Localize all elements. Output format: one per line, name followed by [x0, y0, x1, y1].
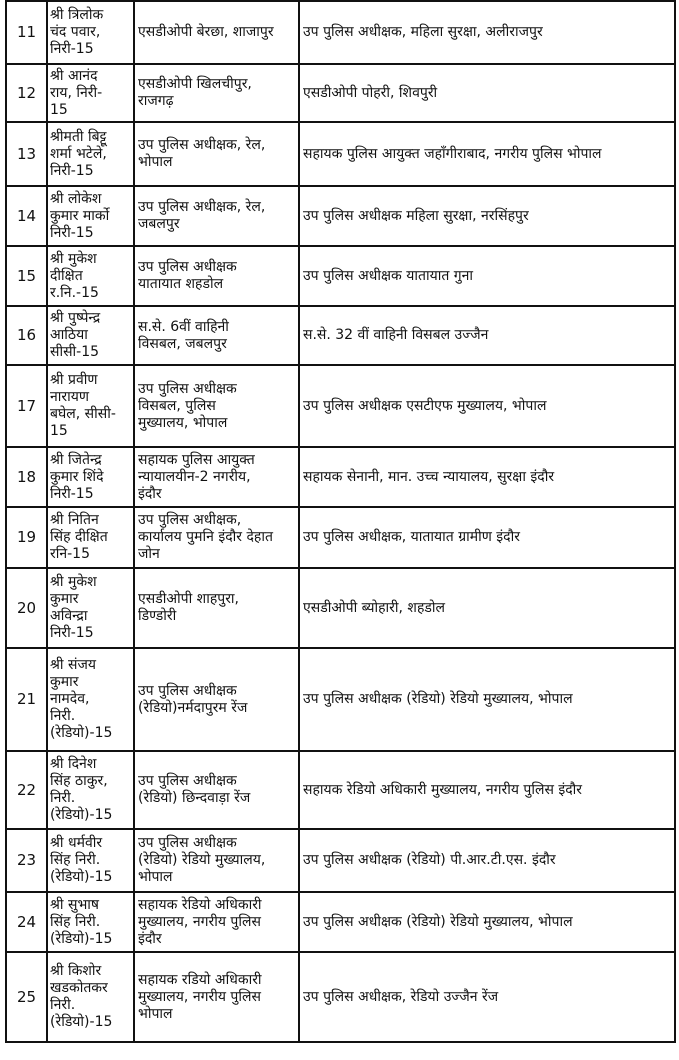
- new-posting-cell: स.से. 32 वीं वाहिनी विसबल उज्जैन: [299, 306, 675, 365]
- current-posting-cell-line: यातायात शहडोल: [138, 276, 224, 292]
- officer-name-cell-line: सिंह ठाकुर,: [50, 773, 108, 789]
- officer-name-cell-line: सिंह निरी.: [50, 852, 101, 868]
- officer-name-cell-line: (रेडियो)-15: [50, 1014, 113, 1030]
- officer-name-cell: [47, 365, 134, 447]
- current-posting-cell-line: उप पुलिस अधीक्षक, रेल,: [138, 137, 266, 153]
- table-row: [6, 64, 675, 122]
- officer-name-cell: [47, 306, 134, 365]
- officer-name-cell-line: श्री नितिन: [50, 512, 99, 528]
- current-posting-cell-line: एसडीओपी शाहपुरा,: [138, 591, 240, 607]
- table-row: [6, 892, 675, 952]
- table-row: [6, 568, 675, 648]
- new-posting-cell: उप पुलिस अधीक्षक एसटीएफ मुख्यालय, भोपाल: [299, 365, 675, 447]
- officer-name-cell: [47, 1, 134, 64]
- officer-name-cell-line: श्री धर्मवीर: [50, 835, 103, 851]
- officer-name-cell: [47, 751, 134, 829]
- current-posting-cell-line: सहायक रेडियो अधिकारी: [138, 896, 262, 913]
- officer-name-cell: [47, 507, 134, 568]
- table-row: [6, 507, 675, 568]
- officer-name-cell: [47, 186, 134, 246]
- current-posting-cell-line: डिण्डोरी: [138, 608, 177, 624]
- new-posting-cell: उप पुलिस अधीक्षक (रेडियो) रेडियो मुख्यालय, भोपाल: [299, 892, 675, 952]
- officer-name-cell-line: निरी-15: [50, 625, 94, 641]
- current-posting-cell-line: उप पुलिस अधीक्षक: [138, 380, 237, 397]
- current-posting-cell: [134, 122, 299, 186]
- current-posting-cell-line: सहायक पुलिस आयुक्त: [138, 451, 255, 468]
- officer-name-cell-line: श्री दिनेश: [50, 756, 97, 772]
- table-row: [6, 952, 675, 1042]
- officer-name-cell-line: सीसी-15: [50, 344, 100, 360]
- current-posting-cell: [134, 365, 299, 447]
- officer-name-cell-line: श्री लोकेश: [50, 190, 102, 207]
- serial-number-cell: 21: [6, 648, 47, 751]
- current-posting-cell-line: मुख्यालय, भोपाल: [138, 414, 228, 431]
- officer-name-cell-line: निरी-15: [50, 485, 94, 502]
- officer-name-cell-line: श्री त्रिलोक: [50, 7, 104, 23]
- current-posting-cell: [134, 829, 299, 892]
- new-posting-cell: उप पुलिस अधीक्षक (रेडियो) रेडियो मुख्यालय, भोपाल: [299, 648, 675, 751]
- officer-name-cell-line: नामदेव,: [50, 691, 90, 707]
- transfer-table-body: [6, 1, 675, 1042]
- current-posting-cell: [134, 246, 299, 306]
- officer-name-cell-line: शर्मा भटेले,: [50, 145, 107, 162]
- officer-name-cell-line: (रेडियो)-15: [50, 807, 113, 823]
- current-posting-cell-line: एसडीओपी बेरछा, शाजापुर: [138, 24, 274, 40]
- current-posting-cell: [134, 751, 299, 829]
- officer-name-cell-line: 15: [50, 101, 68, 118]
- officer-name-cell-line: श्री किशोर: [50, 963, 102, 979]
- serial-number-cell: 20: [6, 568, 47, 648]
- officer-name-cell-line: नारायण: [50, 389, 89, 405]
- officer-name-cell-line: आठिया: [50, 327, 88, 343]
- transfer-table: [5, 0, 676, 1043]
- officer-name-cell-line: र.नि.-15: [50, 284, 99, 301]
- new-posting-cell: सहायक रेडियो अधिकारी मुख्यालय, नगरीय पुलिस इंदौर: [299, 751, 675, 829]
- officer-name-cell-line: श्रीमती बिट्टू: [50, 128, 107, 145]
- serial-number-cell: 18: [6, 447, 47, 507]
- officer-name-cell: [47, 64, 134, 122]
- current-posting-cell-line: जोन: [138, 546, 160, 562]
- current-posting-cell-line: उप पुलिस अधीक्षक,: [138, 512, 242, 528]
- table-row: [6, 365, 675, 447]
- current-posting-cell-line: उप पुलिस अधीक्षक, रेल,: [138, 199, 266, 215]
- table-row: [6, 306, 675, 365]
- officer-name-cell: [47, 568, 134, 648]
- officer-name-cell-line: श्री जितेन्द्र: [50, 451, 102, 468]
- current-posting-cell-line: उप पुलिस अधीक्षक: [138, 259, 237, 275]
- current-posting-cell-line: उप पुलिस अधीक्षक: [138, 682, 237, 699]
- new-posting-cell: उप पुलिस अधीक्षक, यातायात ग्रामीण इंदौर: [299, 507, 675, 568]
- officer-name-cell-line: श्री सुभाष: [50, 896, 100, 913]
- table-row: [6, 447, 675, 507]
- officer-name-cell-line: 15: [50, 423, 68, 439]
- new-posting-cell: एसडीओपी पोहरी, शिवपुरी: [299, 64, 675, 122]
- table-row: [6, 829, 675, 892]
- current-posting-cell-line: (रेडियो)नर्मदापुरम रेंज: [138, 699, 248, 716]
- current-posting-cell: [134, 648, 299, 751]
- new-posting-cell: उप पुलिस अधीक्षक, रेडियो उज्जैन रेंज: [299, 952, 675, 1042]
- current-posting-cell-line: कार्यालय पुमनि इंदौर देहात: [138, 529, 273, 545]
- current-posting-cell: [134, 568, 299, 648]
- current-posting-cell: [134, 186, 299, 246]
- serial-number-cell: 23: [6, 829, 47, 892]
- officer-name-cell-line: (रेडियो)-15: [50, 869, 113, 885]
- table-row: [6, 246, 675, 306]
- officer-name-cell-line: कुमार मार्को: [50, 207, 110, 224]
- new-posting-cell: उप पुलिस अधीक्षक, महिला सुरक्षा, अलीराजपुर: [299, 1, 675, 64]
- officer-name-cell-line: निरी.: [50, 997, 76, 1013]
- current-posting-cell-line: विसबल, पुलिस: [138, 397, 216, 414]
- officer-name-cell-line: सिंह निरी.: [50, 913, 101, 930]
- current-posting-cell-line: विसबल, जबलपुर: [138, 335, 227, 352]
- officer-name-cell-line: निरी.: [50, 708, 76, 724]
- serial-number-cell: 17: [6, 365, 47, 447]
- officer-name-cell-line: श्री प्रवीण: [50, 372, 98, 388]
- current-posting-cell: [134, 64, 299, 122]
- officer-name-cell-line: निरी-15: [50, 162, 94, 179]
- officer-name-cell-line: श्री मुकेश: [50, 250, 97, 267]
- current-posting-cell-line: मुख्यालय, नगरीय पुलिस: [138, 988, 261, 1005]
- officer-name-cell: [47, 122, 134, 186]
- serial-number-cell: 12: [6, 64, 47, 122]
- current-posting-cell-line: उप पुलिस अधीक्षक: [138, 773, 237, 789]
- serial-number-cell: 16: [6, 306, 47, 365]
- officer-name-cell-line: रनि-15: [50, 546, 90, 562]
- new-posting-cell: उप पुलिस अधीक्षक यातायात गुना: [299, 246, 675, 306]
- officer-name-cell-line: श्री पुष्पेन्द्र: [50, 310, 101, 326]
- table-row: [6, 648, 675, 751]
- current-posting-cell-line: जबलपुर: [138, 216, 180, 232]
- officer-name-cell-line: बघेल, सीसी-: [50, 406, 116, 422]
- current-posting-cell-line: (रेडियो) छिन्दवाड़ा रेंज: [138, 790, 251, 806]
- new-posting-cell: सहायक पुलिस आयुक्त जहाँगीराबाद, नगरीय पुलिस भोपाल: [299, 122, 675, 186]
- current-posting-cell: [134, 306, 299, 365]
- current-posting-cell-line: मुख्यालय, नगरीय पुलिस: [138, 913, 261, 930]
- officer-name-cell-line: श्री आनंद: [50, 67, 98, 84]
- current-posting-cell-line: उप पुलिस अधीक्षक: [138, 835, 237, 851]
- serial-number-cell: 22: [6, 751, 47, 829]
- serial-number-cell: 13: [6, 122, 47, 186]
- officer-name-cell-line: कुमार: [50, 674, 79, 690]
- officer-name-cell-line: निरी.: [50, 790, 76, 806]
- current-posting-cell-line: सहायक रडियो अधिकारी: [138, 971, 262, 988]
- serial-number-cell: 25: [6, 952, 47, 1042]
- officer-name-cell-line: खडकोतकर: [50, 980, 108, 996]
- current-posting-cell: [134, 507, 299, 568]
- current-posting-cell: [134, 1, 299, 64]
- serial-number-cell: 14: [6, 186, 47, 246]
- table-row: [6, 751, 675, 829]
- new-posting-cell: उप पुलिस अधीक्षक (रेडियो) पी.आर.टी.एस. इंदौर: [299, 829, 675, 892]
- officer-name-cell: [47, 648, 134, 751]
- current-posting-cell: [134, 892, 299, 952]
- current-posting-cell-line: (रेडियो) रेडियो मुख्यालय,: [138, 852, 266, 868]
- current-posting-cell-line: इंदौर: [138, 485, 162, 502]
- current-posting-cell: [134, 447, 299, 507]
- officer-name-cell-line: दीक्षित: [50, 267, 83, 284]
- current-posting-cell-line: राजगढ़: [138, 93, 174, 109]
- officer-name-cell-line: श्री मुकेश: [50, 574, 97, 590]
- new-posting-cell: एसडीओपी ब्योहारी, शहडोल: [299, 568, 675, 648]
- officer-name-cell-line: (रेडियो)-15: [50, 725, 113, 741]
- officer-name-cell: [47, 829, 134, 892]
- officer-name-cell-line: सिंह दीक्षित: [50, 529, 108, 545]
- officer-name-cell-line: कुमार: [50, 591, 79, 607]
- officer-name-cell-line: निरी-15: [50, 224, 94, 241]
- current-posting-cell-line: भोपाल: [138, 154, 173, 170]
- table-row: [6, 186, 675, 246]
- current-posting-cell-line: भोपाल: [138, 1005, 173, 1022]
- current-posting-cell-line: भोपाल: [138, 869, 173, 885]
- officer-name-cell: [47, 447, 134, 507]
- officer-name-cell: [47, 952, 134, 1042]
- serial-number-cell: 15: [6, 246, 47, 306]
- serial-number-cell: 19: [6, 507, 47, 568]
- current-posting-cell-line: एसडीओपी खिलचीपुर,: [138, 76, 252, 92]
- table-row: [6, 122, 675, 186]
- new-posting-cell: उप पुलिस अधीक्षक महिला सुरक्षा, नरसिंहपुर: [299, 186, 675, 246]
- officer-name-cell-line: (रेडियो)-15: [50, 930, 113, 947]
- officer-name-cell-line: श्री संजय: [50, 657, 96, 673]
- officer-name-cell: [47, 246, 134, 306]
- officer-name-cell-line: राय, निरी-: [50, 84, 103, 101]
- serial-number-cell: 24: [6, 892, 47, 952]
- table-row: [6, 1, 675, 64]
- officer-name-cell: [47, 892, 134, 952]
- current-posting-cell-line: इंदौर: [138, 930, 162, 947]
- current-posting-cell-line: न्यायालयीन-2 नगरीय,: [138, 468, 251, 485]
- officer-name-cell-line: अविन्द्रा: [50, 608, 88, 624]
- serial-number-cell: 11: [6, 1, 47, 64]
- current-posting-cell: [134, 952, 299, 1042]
- new-posting-cell: सहायक सेनानी, मान. उच्च न्यायालय, सुरक्षा इंदौर: [299, 447, 675, 507]
- officer-name-cell-line: चंद पवार,: [50, 24, 101, 40]
- officer-name-cell-line: कुमार शिंदे: [50, 468, 104, 485]
- officer-name-cell-line: निरी-15: [50, 41, 94, 57]
- current-posting-cell-line: स.से. 6वीं वाहिनी: [138, 318, 229, 335]
